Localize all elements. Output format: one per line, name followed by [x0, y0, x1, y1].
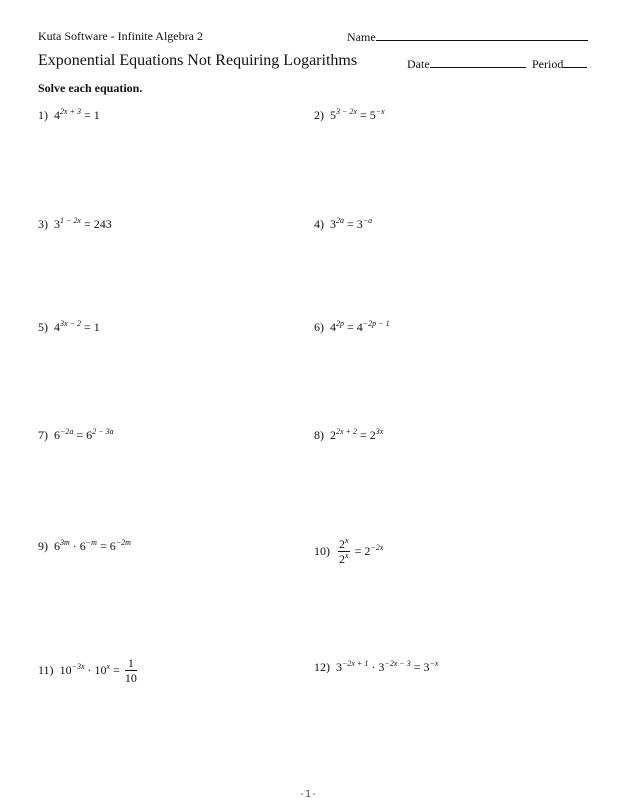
name-field[interactable]	[347, 29, 588, 45]
name-label: Name	[347, 30, 376, 44]
period-label: Period	[532, 57, 564, 71]
instructions: Solve each equation.	[38, 81, 143, 95]
problem-6: 6) $4^{2p} = 4^{-2p - 1}$	[314, 319, 390, 334]
page-title: Exponential Equations Not Requiring Logarithms	[38, 52, 358, 69]
name-line	[376, 29, 588, 41]
problem-12: 12) $3^{-2x + 1} \cdot 3^{-2x - 3} = 3^{-x}$	[314, 659, 439, 674]
date-label: Date	[407, 57, 430, 71]
date-line	[430, 56, 526, 68]
problem-11: 11) $10^{-3x} \cdot 10^x$ = $\frac{1}{10}$	[38, 656, 137, 685]
problem-4: 4) $3^{2a} = 3^{-a}$	[314, 216, 373, 231]
problem-8: 8) $2^{2x + 2} = 2^{3x}$	[314, 427, 384, 442]
publisher-text: Kuta Software - Infinite Algebra 2	[38, 29, 203, 43]
problem-10: 10) $\frac{2^x}{2^x}$ = $2^{-2x}$	[314, 536, 384, 566]
period-line	[563, 56, 587, 68]
problem-9: 9) $6^{3m} \cdot 6^{-m} = 6^{-2m}$	[38, 538, 131, 553]
problem-1: 1) $4^{2x + 3} = 1$	[38, 107, 100, 122]
problem-3: 3) $3^{1 - 2x} = 243$	[38, 216, 112, 231]
page-number: -1-	[299, 789, 318, 800]
fraction: $\frac{1}{10}$	[124, 656, 137, 685]
fraction: $\frac{2^x}{2^x}$	[339, 536, 349, 566]
date-field[interactable]	[407, 56, 526, 72]
problem-7: 7) $6^{-2a} = 6^{2 - 3a}$	[38, 427, 114, 442]
problem-5: 5) $4^{3x - 2} = 1$	[38, 319, 100, 334]
problem-2: 2) $5^{3 - 2x} = 5^{-x}$	[314, 107, 385, 122]
period-field[interactable]	[532, 56, 587, 72]
